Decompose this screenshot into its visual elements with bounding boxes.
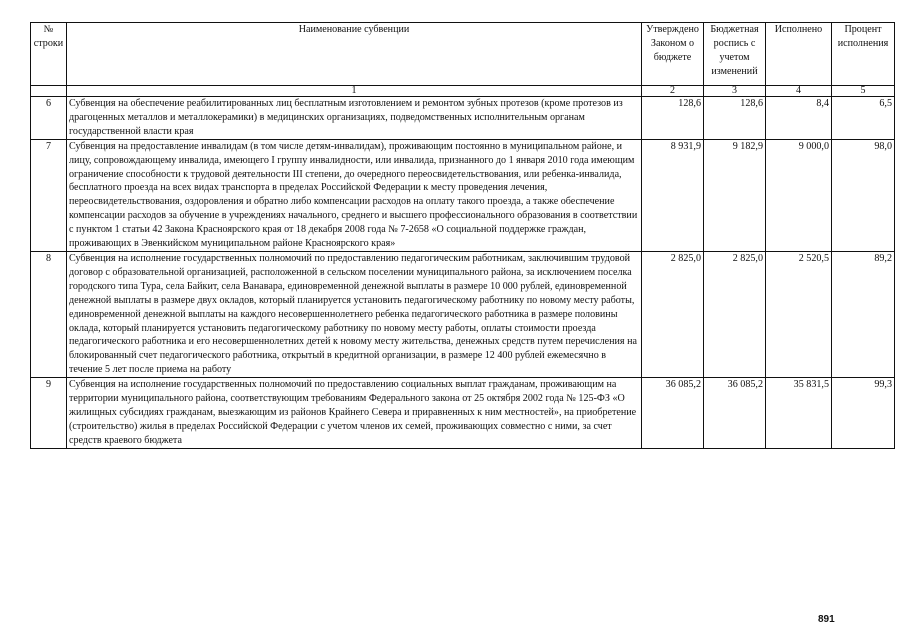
- percent-value: 98,0: [832, 139, 895, 251]
- percent-value: 6,5: [832, 97, 895, 140]
- column-number: 2: [642, 86, 704, 97]
- row-number: 8: [31, 251, 67, 377]
- approved-value: 128,6: [642, 97, 704, 140]
- approved-value: 36 085,2: [642, 378, 704, 449]
- budget-value: 9 182,9: [704, 139, 766, 251]
- row-number: 7: [31, 139, 67, 251]
- header-subvention-name: Наименование субвенции: [67, 23, 642, 86]
- table-row: [31, 97, 895, 140]
- header-row: [31, 23, 895, 86]
- executed-value: 9 000,0: [766, 139, 832, 251]
- approved-value: 2 825,0: [642, 251, 704, 377]
- column-number-row: [31, 86, 895, 97]
- executed-value: 35 831,5: [766, 378, 832, 449]
- column-number: 1: [67, 86, 642, 97]
- column-number: 3: [704, 86, 766, 97]
- table-row: [31, 378, 895, 449]
- percent-value: 99,3: [832, 378, 895, 449]
- page-number: 891: [818, 614, 835, 625]
- subvention-name: Субвенция на исполнение государственных полномочий по предоставлению социальных выплат гражданам, проживающим на территории муниципального района, соответствующим требованиям Федерального закона от 25 октября 2002 года № 125-ФЗ «О жилищных субсидиях гражданам, выезжающим из районов Крайнего Севера и приравненных к ним местностей», на приобретение (строительство) жилья в пределах Российской Федерации с учетом членов их семей, проживающих совместно с ними, за счет средств краевого бюджета: [67, 378, 642, 449]
- executed-value: 8,4: [766, 97, 832, 140]
- header-row-number: № строки: [31, 23, 67, 86]
- header-budget-list: Бюджетная роспись с учетом изменений: [704, 23, 766, 86]
- budget-value: 2 825,0: [704, 251, 766, 377]
- column-number-blank: [31, 86, 67, 97]
- column-number: 5: [832, 86, 895, 97]
- row-number: 6: [31, 97, 67, 140]
- header-executed: Исполнено: [766, 23, 832, 86]
- row-number: 9: [31, 378, 67, 449]
- subvention-table: [30, 22, 895, 449]
- percent-value: 89,2: [832, 251, 895, 377]
- table-row: [31, 251, 895, 377]
- subvention-name: Субвенция на исполнение государственных полномочий по предоставлению педагогическим работникам, заключившим трудовой договор с образовательной организацией, расположенной в сельском поселении муниципального района, за исключением поселка городского типа Тура, села Байкит, села Ванавара, единовременной денежной выплаты в размере 10 000 рублей, единовременной денежной выплаты в размере двух окладов, который планируется установить педагогическому работнику по новому месту работы, единовременной денежной выплаты на каждого несовершеннолетнего ребенка педагогического работника в размере половины оклада, который планируется установить педагогическому работнику по новому месту работы, оплаты стоимости проезда педагогического работника и его несовершеннолетних детей к новому месту жительства, денежных средств путем перечисления на блокированный счет педагогического работника, открытый в кредитной организации, в размере 12 400 рублей ежемесячно в течение 5 лет после приема на работу: [67, 251, 642, 377]
- header-approved-by-law: Утверждено Законом о бюджете: [642, 23, 704, 86]
- header-execution-percent: Процент исполнения: [832, 23, 895, 86]
- table-row: [31, 139, 895, 251]
- subvention-name: Субвенция на обеспечение реабилитированных лиц бесплатным изготовлением и ремонтом зубных протезов (кроме протезов из драгоценных металлов и металлокерамики) в медицинских организациях, подведомственных исполнительным органам государственной власти края: [67, 97, 642, 140]
- approved-value: 8 931,9: [642, 139, 704, 251]
- budget-value: 128,6: [704, 97, 766, 140]
- column-number: 4: [766, 86, 832, 97]
- subvention-name: Субвенция на предоставление инвалидам (в том числе детям-инвалидам), проживающим постоянно в муниципальном районе, и лицу, сопровождающему инвалида, имеющего I группу инвалидности, или инвалида, признанного до 1 января 2010 года имеющим ограничение способности к трудовой деятельности III степени, до очередного переосвидетельствования, или ребенка-инвалида, бесплатного проезда на всех видах транспорта в пределах Российской Федерации к месту проведения лечения, переосвидетельствования, оздоровления и обратно либо компенсации расходов на оплату такого проезда, а также обеспечение компенсации расходов за обучение в учреждениях начального, среднего и высшего профессионального образования в соответствии с пунктом 1 статьи 42 Закона Красноярского края от 18 декабря 2008 года № 7-2658 «О социальной поддержке граждан, проживающих в Эвенкийском муниципальном районе Красноярского края»: [67, 139, 642, 251]
- executed-value: 2 520,5: [766, 251, 832, 377]
- budget-value: 36 085,2: [704, 378, 766, 449]
